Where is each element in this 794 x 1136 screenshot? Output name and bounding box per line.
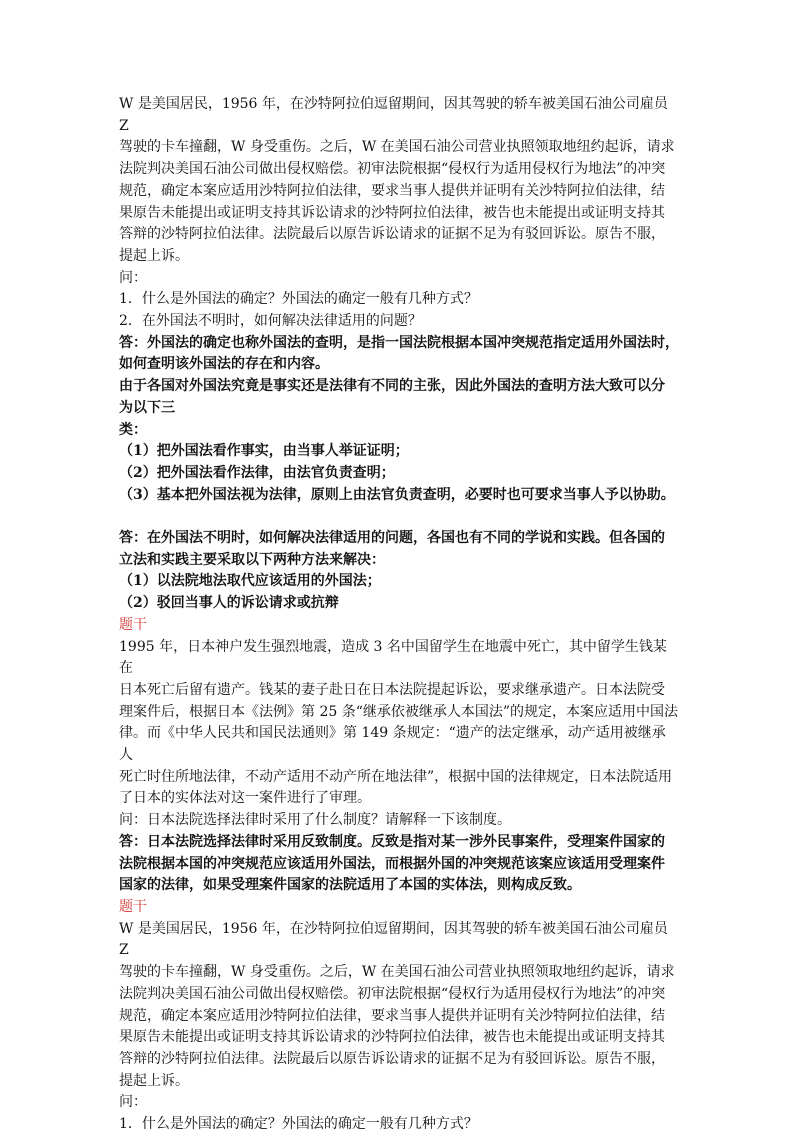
text-line: 驾驶的卡车撞翻，W 身受重伤。之后，W 在美国石油公司营业执照领取地纽约起诉，请求 xyxy=(119,964,675,981)
text-line: 1995 年，日本神户发生强烈地震，造成 3 名中国留学生在地震中死亡，其中留学生钱某在 xyxy=(119,638,667,677)
section-heading: 题干 xyxy=(119,616,147,633)
text-line: 提起上诉。 xyxy=(119,247,189,264)
text-line: 驾驶的卡车撞翻，W 身受重伤。之后，W 在美国石油公司营业执照领取地纽约起诉，请求 xyxy=(119,139,675,156)
text-line: 答辩的沙特阿拉伯法律。法院最后以原告诉讼请求的证据不足为有驳回诉讼。原告不服， xyxy=(119,1050,665,1067)
answer-line: （3）基本把外国法视为法律，原则上由法官负责查明，必要时也可要求当事人予以协助。 xyxy=(119,486,675,503)
text-line: 法院判决美国石油公司做出侵权赔偿。初审法院根据“侵权行为适用侵权行为地法”的冲突 xyxy=(119,985,666,1002)
answer-line: 国家的法律，如果受理案件国家的法院适用了本国的实体法，则构成反致。 xyxy=(119,877,581,894)
text-line: 果原告未能提出或证明支持其诉讼请求的沙特阿拉伯法律，被告也未能提出或证明支持其 xyxy=(119,204,665,221)
text-line: 规范，确定本案应适用沙特阿拉伯法律，要求当事人提供并证明有关沙特阿拉伯法律，结 xyxy=(119,1007,665,1024)
text-line: W 是美国居民，1956 年，在沙特阿拉伯逗留期间，因其驾驶的轿车被美国石油公司雇员 Z xyxy=(119,96,668,134)
answer-line: 立法和实践主要采取以下两种方法来解决： xyxy=(119,551,385,568)
text-line: 果原告未能提出或证明支持其诉讼请求的沙特阿拉伯法律，被告也未能提出或证明支持其 xyxy=(119,1029,665,1046)
text-line: 日本死亡后留有遗产。钱某的妻子赴日在日本法院提起诉讼，要求继承遗产。日本法院受 xyxy=(119,681,665,698)
answer-line: 法院根据本国的冲突规范应该适用外国法，而根据外国的冲突规范该案应该适用受理案件 xyxy=(119,855,665,872)
text-line: 规范，确定本案应适用沙特阿拉伯法律，要求当事人提供并证明有关沙特阿拉伯法律，结 xyxy=(119,182,665,199)
answer-line: 答：日本法院选择法律时采用反致制度。反致是指对某一涉外民事案件，受理案件国家的 xyxy=(119,833,665,850)
text-line: W 是美国居民，1956 年，在沙特阿拉伯逗留期间，因其驾驶的轿车被美国石油公司雇员 Z xyxy=(119,920,668,959)
answer-line: （2）把外国法看作法律，由法官负责查明； xyxy=(119,464,395,481)
text-line: 理案件后，根据日本《法例》第 25 条“继承依被继承人本国法”的规定，本案应适用中国法 xyxy=(119,703,679,720)
text-line: 1．什么是外国法的确定？外国法的确定一般有几种方式？ xyxy=(119,1116,478,1133)
document-body xyxy=(119,94,679,1136)
answer-line: （1）把外国法看作事实，由当事人举证证明； xyxy=(119,443,409,460)
text-line: 问：日本法院选择法律时采用了什么制度？请解释一下该制度。 xyxy=(119,812,511,829)
answer-line: 类： xyxy=(119,421,147,438)
text-line: 答辩的沙特阿拉伯法律。法院最后以原告诉讼请求的证据不足为有驳回诉讼。原告不服， xyxy=(119,226,665,243)
answer-line: 如何查明该外国法的存在和内容。 xyxy=(119,356,329,373)
text-line: 法院判决美国石油公司做出侵权赔偿。初审法院根据“侵权行为适用侵权行为地法”的冲突 xyxy=(119,161,666,178)
blank-line xyxy=(119,506,679,528)
text-line: 了日本的实体法对这一案件进行了审理。 xyxy=(119,790,371,807)
answer-line: 为以下三 xyxy=(119,399,175,416)
answer-line: 答：外国法的确定也称外国法的查明，是指一国法院根据本国冲突规范指定适用外国法时， xyxy=(119,334,679,351)
text-line: 问： xyxy=(119,1094,147,1111)
text-line: 律。而《中华人民共和国民法通则》第 149 条规定：“遗产的法定继承，动产适用被继承人 xyxy=(119,725,666,764)
text-line: 问： xyxy=(119,269,147,286)
text-line: 1．什么是外国法的确定？外国法的确定一般有几种方式？ xyxy=(119,291,478,308)
text-line: 提起上诉。 xyxy=(119,1072,189,1089)
answer-line: （1）以法院地法取代应该适用的外国法； xyxy=(119,573,381,590)
answer-line: （2）驳回当事人的诉讼请求或抗辩 xyxy=(119,595,339,612)
section-heading: 题干 xyxy=(119,899,147,915)
text-line: 死亡时住所地法律，不动产适用不动产所在地法律”，根据中国的法律规定，日本法院适用 xyxy=(119,768,673,785)
answer-line: 由于各国对外国法究竟是事实还是法律有不同的主张，因此外国法的查明方法大致可以分 xyxy=(119,378,665,395)
text-line: 2．在外国法不明时，如何解决法律适用的问题？ xyxy=(119,313,422,330)
answer-line: 答：在外国法不明时，如何解决法律适用的问题，各国也有不同的学说和实践。但各国的 xyxy=(119,530,665,547)
